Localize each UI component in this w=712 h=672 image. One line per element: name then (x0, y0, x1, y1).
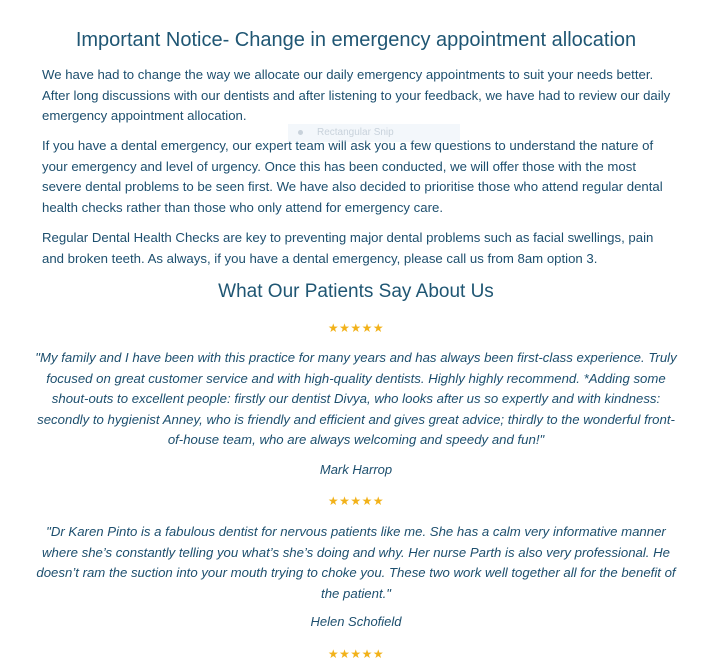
star-rating-3: ★★★★★ (327, 647, 385, 661)
review-quote-1: "My family and I have been with this practice for many years and has always been first-class experience. Truly focused on great customer service and with high-quality dentists. Highly highly recommend. *Adding some shout-outs to excellent people: firstly our dentist Divya, who looks after us so expertly and with kindness: secondly to hygienist Anney, who is friendly and efficient and gives great advice; thirdly to the wonderful front-of-house team, who are always welcoming and speedy and fun!" (35, 350, 677, 447)
notice-paragraph-3: Regular Dental Health Checks are key to preventing major dental problems such as facial swellings, pain and broken teeth. As always, if you have a dental emergency, please call us from 8am option 3. (42, 230, 654, 266)
star-rating-1: ★★★★★ (327, 321, 385, 335)
notice-paragraph-2: If you have a dental emergency, our expert team will ask you a few questions to understand the nature of your emergency and level of urgency. Once this has been conducted, we will offer those with the most severe dental problems to be seen first. We have also decided to prioritise those who attend regular dental health checks rather than those who only attend for emergency care. (42, 138, 663, 215)
review-author-1: Mark Harrop (319, 462, 393, 477)
review-quote-2: "Dr Karen Pinto is a fabulous dentist for nervous patients like me. She has a calm very informative manner where she’s constantly telling you what’s she’s doing and why. Her nurse Parth is also very professional. He doesn’t ram the suction into your mouth trying to choke you. These two work well together all for the benefit of the patient." (36, 524, 676, 601)
notice-title: Important Notice- Change in emergency appointment allocation (75, 29, 637, 51)
notice-paragraph-1: We have had to change the way we allocate our daily emergency appointments to suit your needs better. After long discussions with our dentists and after listening to your feedback, we have had to review our daily emergency appointment allocation. (42, 67, 671, 123)
review-author-2: Helen Schofield (310, 614, 402, 629)
snip-dot-icon (298, 130, 303, 135)
testimonials-title: What Our Patients Say About Us (218, 281, 494, 302)
star-rating-2: ★★★★★ (327, 494, 385, 508)
snip-overlay (288, 124, 460, 142)
snip-overlay-label: Rectangular Snip (317, 127, 394, 138)
